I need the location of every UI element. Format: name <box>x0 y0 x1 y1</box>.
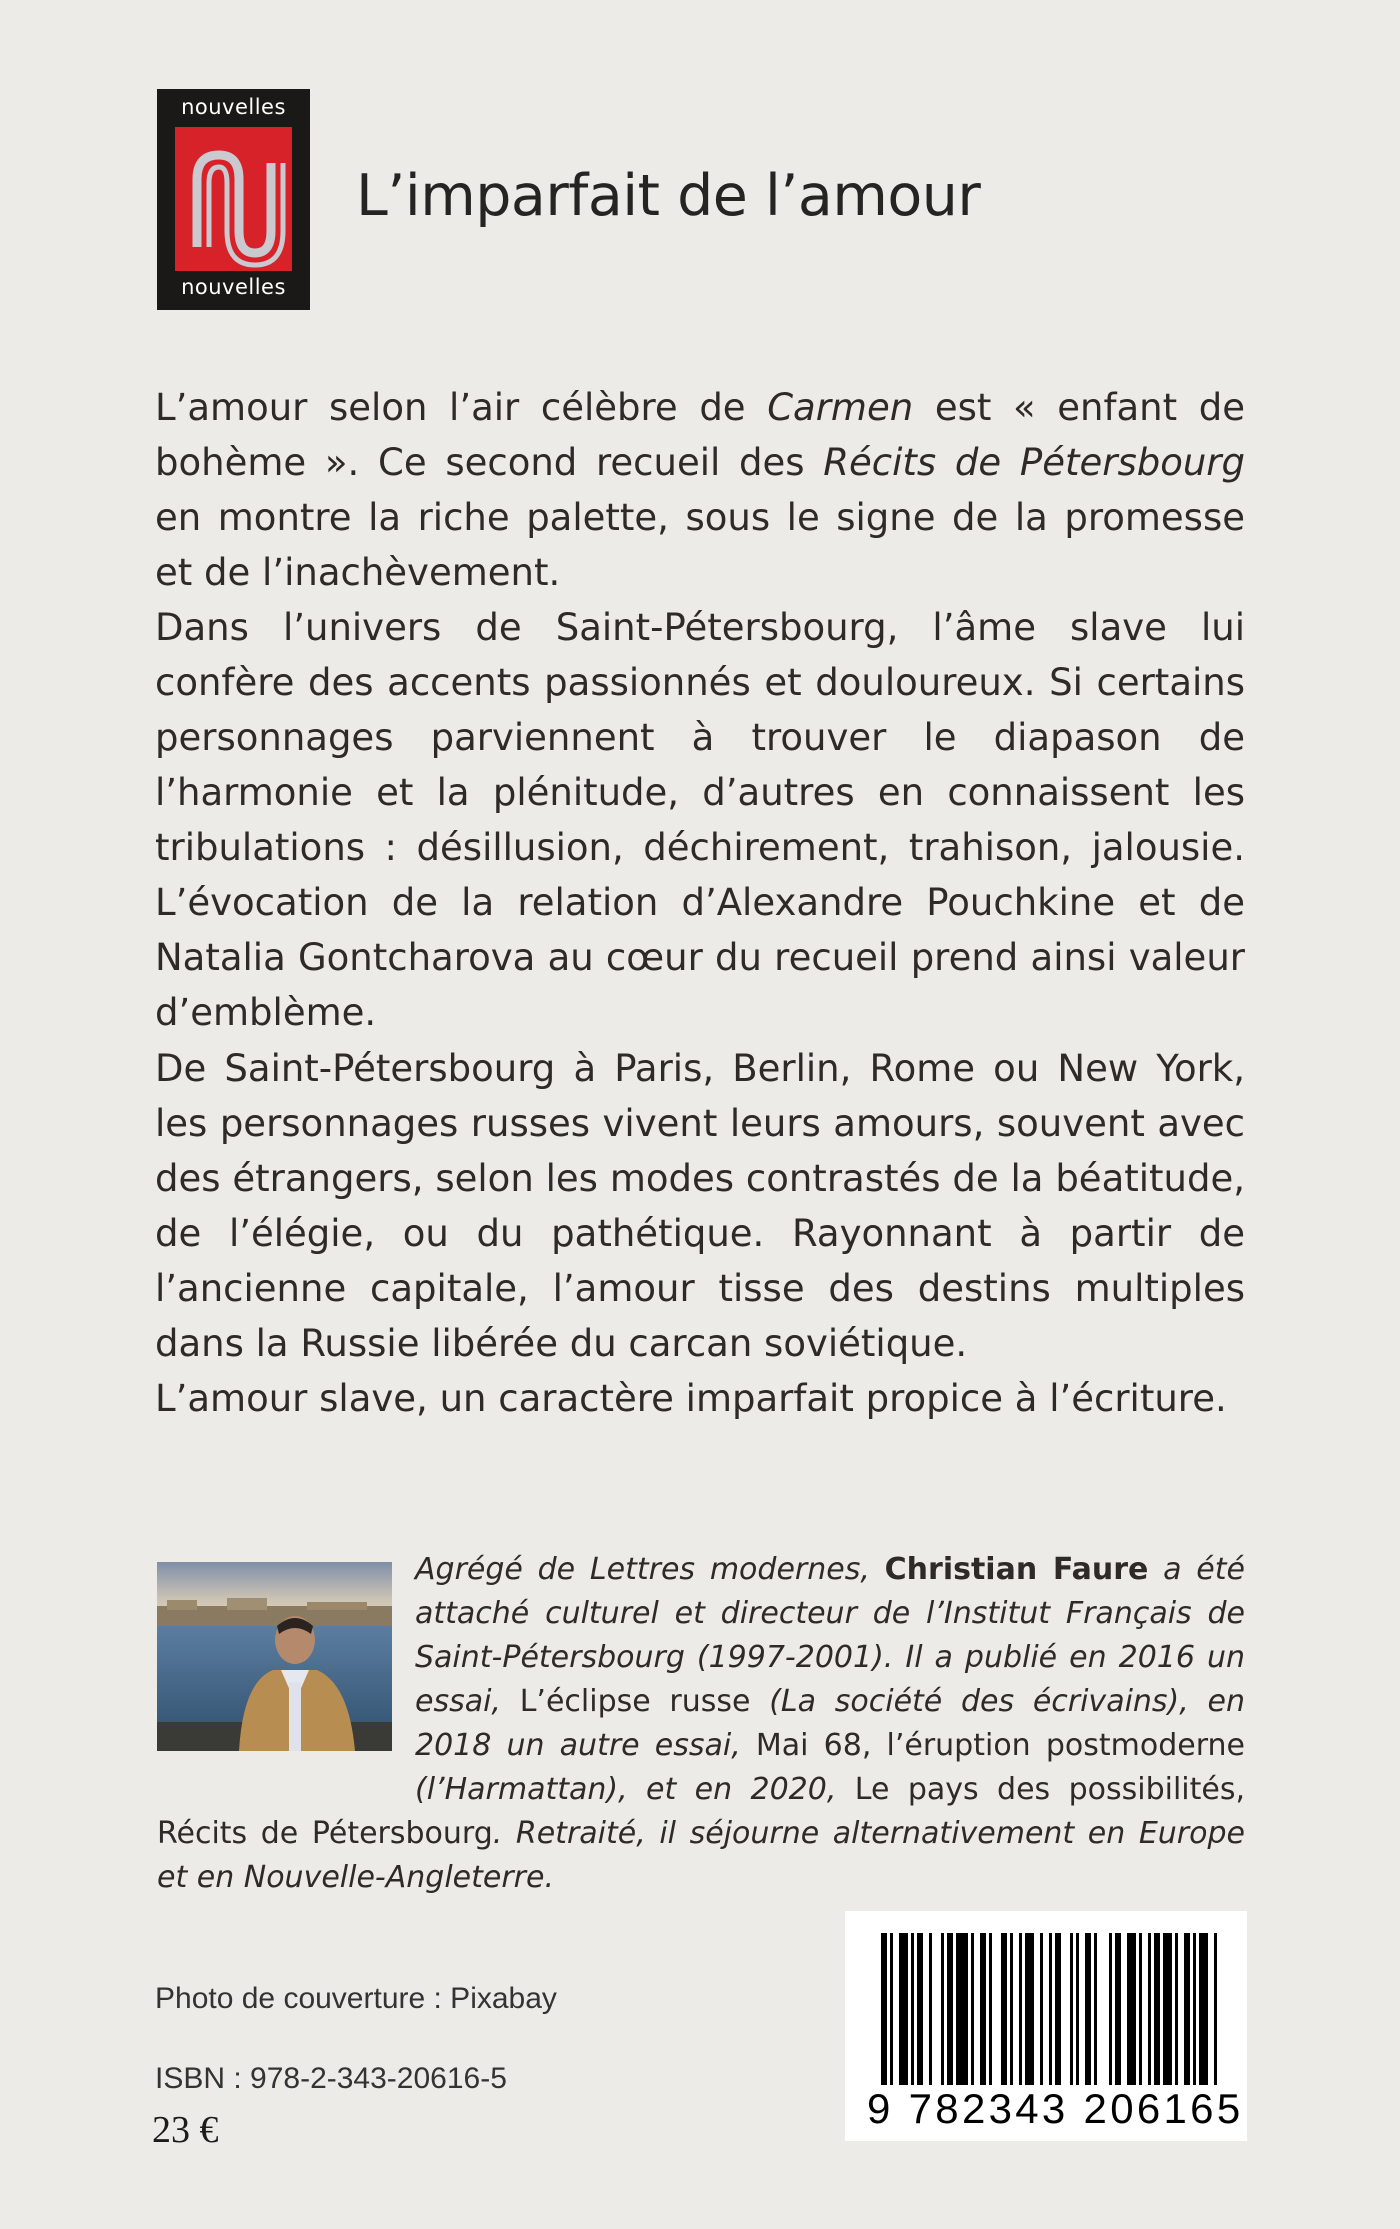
author-name: Christian Faure <box>884 1552 1149 1587</box>
bio-title-2: Mai 68, l’éruption postmoderne <box>755 1728 1245 1763</box>
bio-text: a été attaché culturel et directeur de l’Institut Français de Saint-Pétersbourg (1997-2001). Il a publié en 2016 un essai, <box>415 1552 1245 1719</box>
bio-title-3: Le pays des possibilités, Récits de Pétersbourg <box>157 1772 1245 1851</box>
bio-text: . Retraité, il séjourne alternativement en Europe et en Nouvelle-Angleterre. <box>157 1816 1245 1895</box>
blurb-line-1 <box>155 380 1245 600</box>
publisher-top-label: nouvelles <box>181 95 286 119</box>
blurb-text: est « enfant de bohème ». Ce second recueil des <box>155 386 1246 484</box>
bio-title-1: L’éclipse russe <box>519 1684 751 1719</box>
book-title: L’imparfait de l’amour <box>356 163 981 229</box>
bio-text: Agrégé de Lettres modernes, <box>415 1552 885 1587</box>
publisher-bottom-label: nouvelles <box>181 275 286 299</box>
nu-monogram-icon <box>175 127 292 271</box>
isbn: ISBN : 978-2-343-20616-5 <box>155 2062 507 2095</box>
blurb-carmen: Carmen <box>767 386 914 429</box>
blurb-text: L’amour selon l’air célèbre de <box>155 386 768 429</box>
bio-text: (La société des écrivains), en 2018 un autre essai, <box>415 1684 1245 1763</box>
bio-photo-space <box>157 1548 415 1770</box>
publisher-logo <box>157 89 310 310</box>
publisher-mark <box>175 127 292 271</box>
photo-credit: Photo de couverture : Pixabay <box>155 1982 557 2015</box>
blurb-line-2: Dans l’univers de Saint-Pétersbourg, l’âme slave lui confère des accents passionnés et douloureux. Si certains personnages parviennent à trouver le diapason de l’harmonie et la plénitude, d’autres en connaissent les tribulations : désillusion, déchirement, trahison, jalousie. L’évocation de la relation d’Alexandre Pouchkine et de Natalia Gontcharova au cœur du recueil prend ainsi valeur d’emblème. <box>155 606 1245 1034</box>
barcode-digits: 9 782343 206165 <box>867 2085 1244 2132</box>
blurb-line-3: De Saint-Pétersbourg à Paris, Berlin, Rome ou New York, les personnages russes vivent leurs amours, souvent avec des étrangers, selon les modes contrastés de la béatitude, de l’élégie, ou du pathétique. Rayonnant à partir de l’ancienne capitale, l’amour tisse des destins multiples dans la Russie libérée du carcan soviétique. <box>155 1047 1245 1365</box>
bio-text: (l’Harmattan), et en 2020, <box>415 1772 855 1807</box>
price: 23 € <box>152 2109 219 2151</box>
blurb-recits: Récits de Pétersbourg <box>823 441 1245 484</box>
blurb-paragraph-1 <box>155 380 1245 1040</box>
barcode <box>845 1911 1247 2141</box>
blurb-text: en montre la riche palette, sous le signe de la promesse et de l’inachèvement. <box>155 496 1245 594</box>
blurb-paragraph-2 <box>155 1041 1245 1426</box>
blurb-line-4: L’amour slave, un caractère imparfait propice à l’écriture. <box>155 1377 1227 1420</box>
author-bio <box>157 1548 1245 1900</box>
